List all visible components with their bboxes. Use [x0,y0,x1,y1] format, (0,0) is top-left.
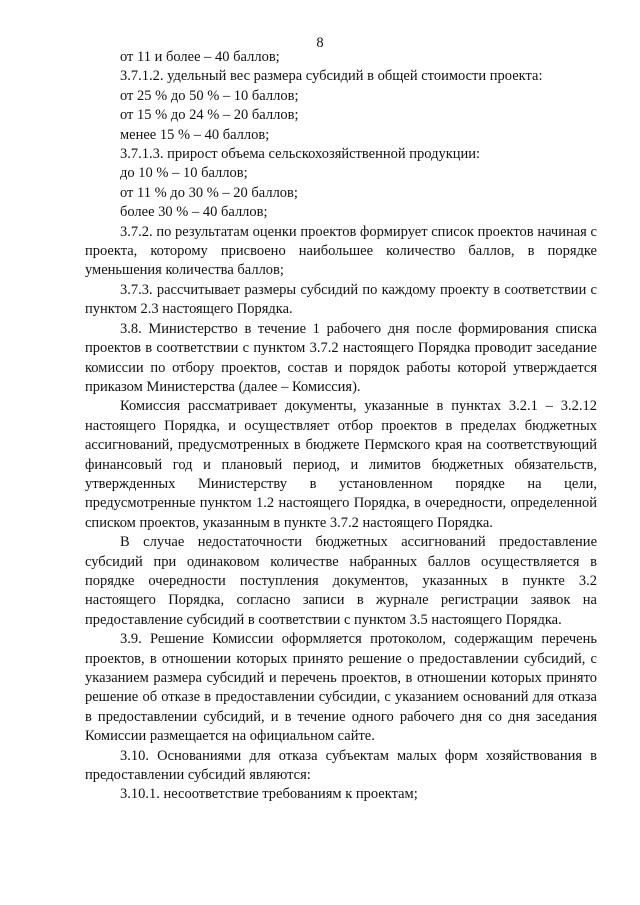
text-line: менее 15 % – 40 баллов; [120,126,270,143]
text-line: до 10 % – 10 баллов; [120,165,248,182]
paragraph: 3.7.2. по результатам оценки проектов формирует список проектов начиная с проекта, которому присвоено наибольшее количество баллов, в порядке уменьшения количества баллов; [85,223,597,279]
text-line: от 15 % до 24 % – 20 баллов; [120,107,299,124]
paragraph: В случае недостаточности бюджетных ассигнований предоставление субсидий при одинаковом количестве набранных баллов осуществляется в порядке очередности поступления документов, указанных в пункте 3.2 настоящего Порядка, согласно записи в журнале регистрации заявок на предоставление субсидий в соответствии с пунктом 3.5 настоящего Порядка. [85,534,597,628]
paragraph: 3.8. Министерство в течение 1 рабочего дня после формирования списка проектов в соответствии с пунктом 3.7.2 настоящего Порядка проводит заседание комиссии по отбору проектов, состав и порядок работы которой утверждается приказом Министерства (далее – Комиссия). [85,320,597,395]
paragraph: 3.10.1. несоответствие требованиям к проектам; [120,786,418,803]
text-line: 3.7.1.3. прирост объема сельскохозяйственной продукции: [120,146,481,163]
text-line: от 11 и более – 40 баллов; [120,49,280,65]
paragraph: Комиссия рассматривает документы, указанные в пунктах 3.2.1 – 3.2.12 настоящего Порядка, и осуществляет отбор проектов в пределах бюджетных ассигнований, предусмотренных в бюджете Пермского края на соответствующий финансовый год и плановый период, и лимитов бюджетных обязательств, утвержденных Министерству в установленном порядке на цели, предусмотренные пунктом 1.2 настоящего Порядка, в очередности, определенной списком проектов, указанным в пункте 3.7.2 настоящего Порядка. [85,398,597,531]
text-line: от 25 % до 50 % – 10 баллов; [120,87,299,104]
paragraph: 3.9. Решение Комиссии оформляется протоколом, содержащим перечень проектов, в отношении которых принято решение о предоставлении субсидий, с указанием размера субсидий и перечень проектов, в отношении которых принято решение об отказе в предоставлении субсидии, с указанием оснований для отказа в предоставлении субсидий, и в течение одного рабочего дня со дня заседания Комиссии размещается на официальном сайте. [85,631,597,745]
text-line: от 11 % до 30 % – 20 баллов; [120,184,298,201]
text-line: более 30 % – 40 баллов; [120,204,268,221]
text-line: 3.7.1.2. удельный вес размера субсидий в общей стоимости проекта: [120,68,543,85]
paragraph: 3.10. Основаниями для отказа субъектам малых форм хозяйствования в предоставлении субсидий являются: [85,747,597,784]
paragraph: 3.7.3. рассчитывает размеры субсидий по каждому проекту в соответствии с пунктом 2.3 настоящего Порядка. [85,281,597,318]
document-body [85,48,597,805]
page-number: 8 [316,35,324,51]
